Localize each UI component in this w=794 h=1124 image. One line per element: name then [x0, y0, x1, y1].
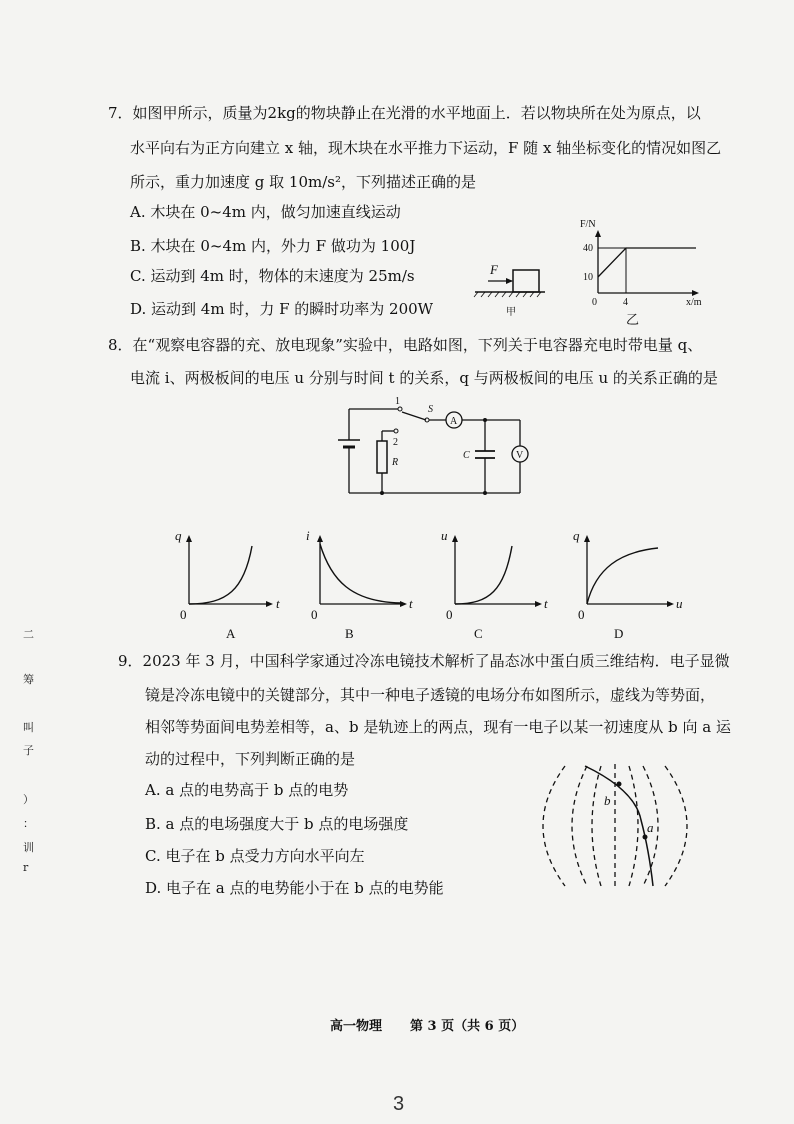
q8-circuit-diagram	[330, 395, 530, 500]
margin-mark: 叫	[23, 721, 34, 734]
graph-c	[438, 530, 553, 645]
graph-c-caption: C	[474, 626, 483, 641]
q9-line-2: 镜是冷冻电镜中的关键部分，其中一种电子透镜的电场分布如图所示，虚线为等势面，	[145, 686, 716, 704]
margin-mark: 二	[23, 628, 34, 641]
graph-d-caption: D	[614, 626, 624, 641]
graph-c-x-label: t	[544, 596, 548, 611]
graph-d	[570, 530, 690, 645]
graph-b-y-label: i	[306, 528, 310, 543]
footer-page-info: 第 3 页（共 6 页）	[410, 1019, 525, 1034]
switch-contact-2-label: 2	[393, 437, 398, 448]
q7-option-a: A. 木块在 0~4m 内，做匀加速直线运动	[130, 203, 401, 221]
graph-a	[172, 530, 282, 645]
graph-a-x-label: t	[276, 596, 280, 611]
resistor-label: R	[392, 457, 399, 468]
footer-subject: 高一物理	[330, 1019, 383, 1034]
graph-d-x-label: u	[676, 596, 683, 611]
graph-b-origin: 0	[311, 607, 318, 622]
y-tick-10: 10	[583, 272, 593, 283]
switch-contact-1-label: 1	[395, 396, 400, 407]
y-tick-40: 40	[583, 243, 593, 254]
q7-option-d: D. 运动到 4m 时，力 F 的瞬时功率为 200W	[130, 300, 434, 318]
q9-line-4: 动的过程中，下列判断正确的是	[145, 750, 356, 768]
point-b-label: b	[604, 793, 611, 808]
q7-figure-yi	[578, 219, 718, 328]
q7-option-b: B. 木块在 0~4m 内，外力 F 做功为 100J	[130, 237, 416, 255]
margin-mark: 子	[23, 744, 34, 757]
figure-yi-caption: 乙	[626, 312, 640, 327]
origin-label: 0	[592, 297, 597, 308]
figure-jia-caption: 甲	[506, 307, 516, 318]
margin-mark: 训	[23, 841, 34, 854]
y-axis-label: F/N	[580, 219, 596, 230]
q9-option-c: C. 电子在 b 点受力方向水平向左	[145, 847, 365, 865]
force-f-label: F	[490, 262, 498, 277]
q9-line-1: 9．2023 年 3 月，中国科学家通过冷冻电镜技术解析了晶态冰中蛋白质三维结构．电子显微	[118, 652, 730, 670]
margin-mark: 筹	[23, 673, 34, 686]
graph-c-origin: 0	[446, 607, 453, 622]
x-tick-4: 4	[623, 297, 628, 308]
graph-a-origin: 0	[180, 607, 187, 622]
q7-line-1: 7．如图甲所示，质量为2kg的物块静止在光滑的水平地面上．若以物块所在处为原点，以	[108, 104, 701, 122]
x-axis-label: x/m	[686, 297, 702, 308]
graph-b-x-label: t	[409, 596, 413, 611]
graph-a-y-label: q	[175, 528, 182, 543]
graph-b	[303, 530, 418, 645]
graph-c-y-label: u	[441, 528, 448, 543]
switch-s-label: S	[428, 404, 433, 415]
graph-a-caption: A	[226, 626, 236, 641]
capacitor-label: C	[463, 450, 470, 461]
q9-equipotential-figure	[535, 760, 705, 892]
q9-line-3: 相邻等势面间电势差相等，a、b 是轨迹上的两点，现有一电子以某一初速度从 b 向 a 运	[145, 718, 731, 736]
graph-b-caption: B	[345, 626, 354, 641]
q8-line-2: 电流 i、两极板间的电压 u 分别与时间 t 的关系，q 与两极板间的电压 u 的关系正确的是	[130, 369, 718, 387]
graph-d-origin: 0	[578, 607, 585, 622]
q9-option-b: B. a 点的电场强度大于 b 点的电场强度	[145, 815, 409, 833]
page-number: 3	[393, 1093, 405, 1115]
q7-option-c: C. 运动到 4m 时，物体的末速度为 25m/s	[130, 267, 415, 285]
q9-option-a: A. a 点的电势高于 b 点的电势	[145, 781, 349, 799]
margin-mark: ：	[23, 817, 34, 830]
point-a-label: a	[647, 820, 654, 835]
voltmeter-label: V	[516, 450, 524, 461]
ammeter-label: A	[450, 416, 458, 427]
q9-option-d: D. 电子在 a 点的电势能小于在 b 点的电势能	[145, 879, 444, 897]
q7-line-3: 所示，重力加速度 g 取 10m/s²，下列描述正确的是	[130, 173, 476, 191]
q8-line-1: 8．在“观察电容器的充、放电现象”实验中，电路如图，下列关于电容器充电时带电量 q、	[108, 336, 703, 354]
margin-mark: ）	[23, 793, 34, 806]
graph-d-y-label: q	[573, 528, 580, 543]
q7-figure-jia	[470, 250, 550, 320]
q7-line-2: 水平向右为正方向建立 x 轴，现木块在水平推力下运动，F 随 x 轴坐标变化的情况如图乙	[130, 139, 722, 157]
margin-mark: r	[23, 861, 29, 874]
